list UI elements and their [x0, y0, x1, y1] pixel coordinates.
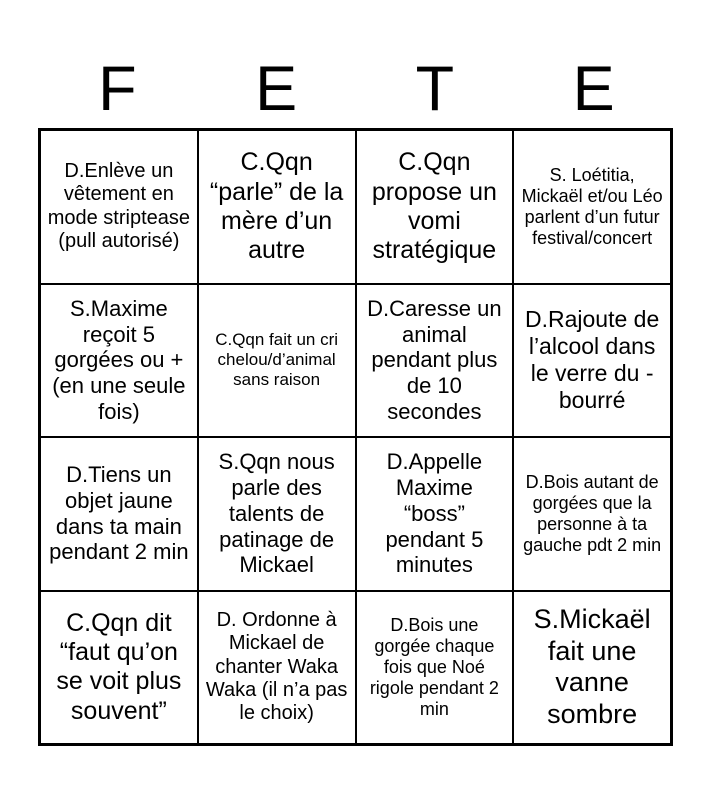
- bingo-cell-r1c4[interactable]: S. Loétitia, Mickaël et/ou Léo parlent d’un futur festival/concert: [513, 130, 671, 284]
- title-letter-1: F: [98, 54, 137, 124]
- bingo-cell-r1c2[interactable]: C.Qqn “parle” de la mère d’un autre: [198, 130, 356, 284]
- bingo-cell-r1c3[interactable]: C.Qqn propose un vomi stratégique: [356, 130, 514, 284]
- bingo-cell-r2c2[interactable]: C.Qqn fait un cri chelou/d’animal sans raison: [198, 284, 356, 438]
- bingo-cell-r3c2[interactable]: S.Qqn nous parle des talents de patinage de Mickael: [198, 437, 356, 591]
- title-letter-3: T: [415, 54, 455, 124]
- bingo-cell-r4c2[interactable]: D. Ordonne à Mickael de chanter Waka Waka (il n’a pas le choix): [198, 591, 356, 745]
- bingo-cell-r1c1[interactable]: D.Enlève un vêtement en mode striptease (pull autorisé): [40, 130, 198, 284]
- bingo-grid: [38, 128, 673, 746]
- bingo-cell-r3c4[interactable]: D.Bois autant de gorgées que la personne à ta gauche pdt 2 min: [513, 437, 671, 591]
- bingo-cell-r4c4[interactable]: S.Mickaël fait une vanne sombre: [513, 591, 671, 745]
- bingo-cell-r2c4[interactable]: D.Rajoute de l’alcool dans le verre du - bourré: [513, 284, 671, 438]
- title-letter-2: E: [255, 54, 298, 124]
- bingo-cell-r2c1[interactable]: S.Maxime reçoit 5 gorgées ou + (en une seule fois): [40, 284, 198, 438]
- bingo-cell-r3c1[interactable]: D.Tiens un objet jaune dans ta main pendant 2 min: [40, 437, 198, 591]
- card-title: [38, 46, 673, 124]
- bingo-cell-r3c3[interactable]: D.Appelle Maxime “boss” pendant 5 minutes: [356, 437, 514, 591]
- bingo-cell-r4c3[interactable]: D.Bois une gorgée chaque fois que Noé rigole pendant 2 min: [356, 591, 514, 745]
- bingo-cell-r2c3[interactable]: D.Caresse un animal pendant plus de 10 secondes: [356, 284, 514, 438]
- title-letter-4: E: [572, 54, 615, 124]
- bingo-cell-r4c1[interactable]: C.Qqn dit “faut qu’on se voit plus souvent”: [40, 591, 198, 745]
